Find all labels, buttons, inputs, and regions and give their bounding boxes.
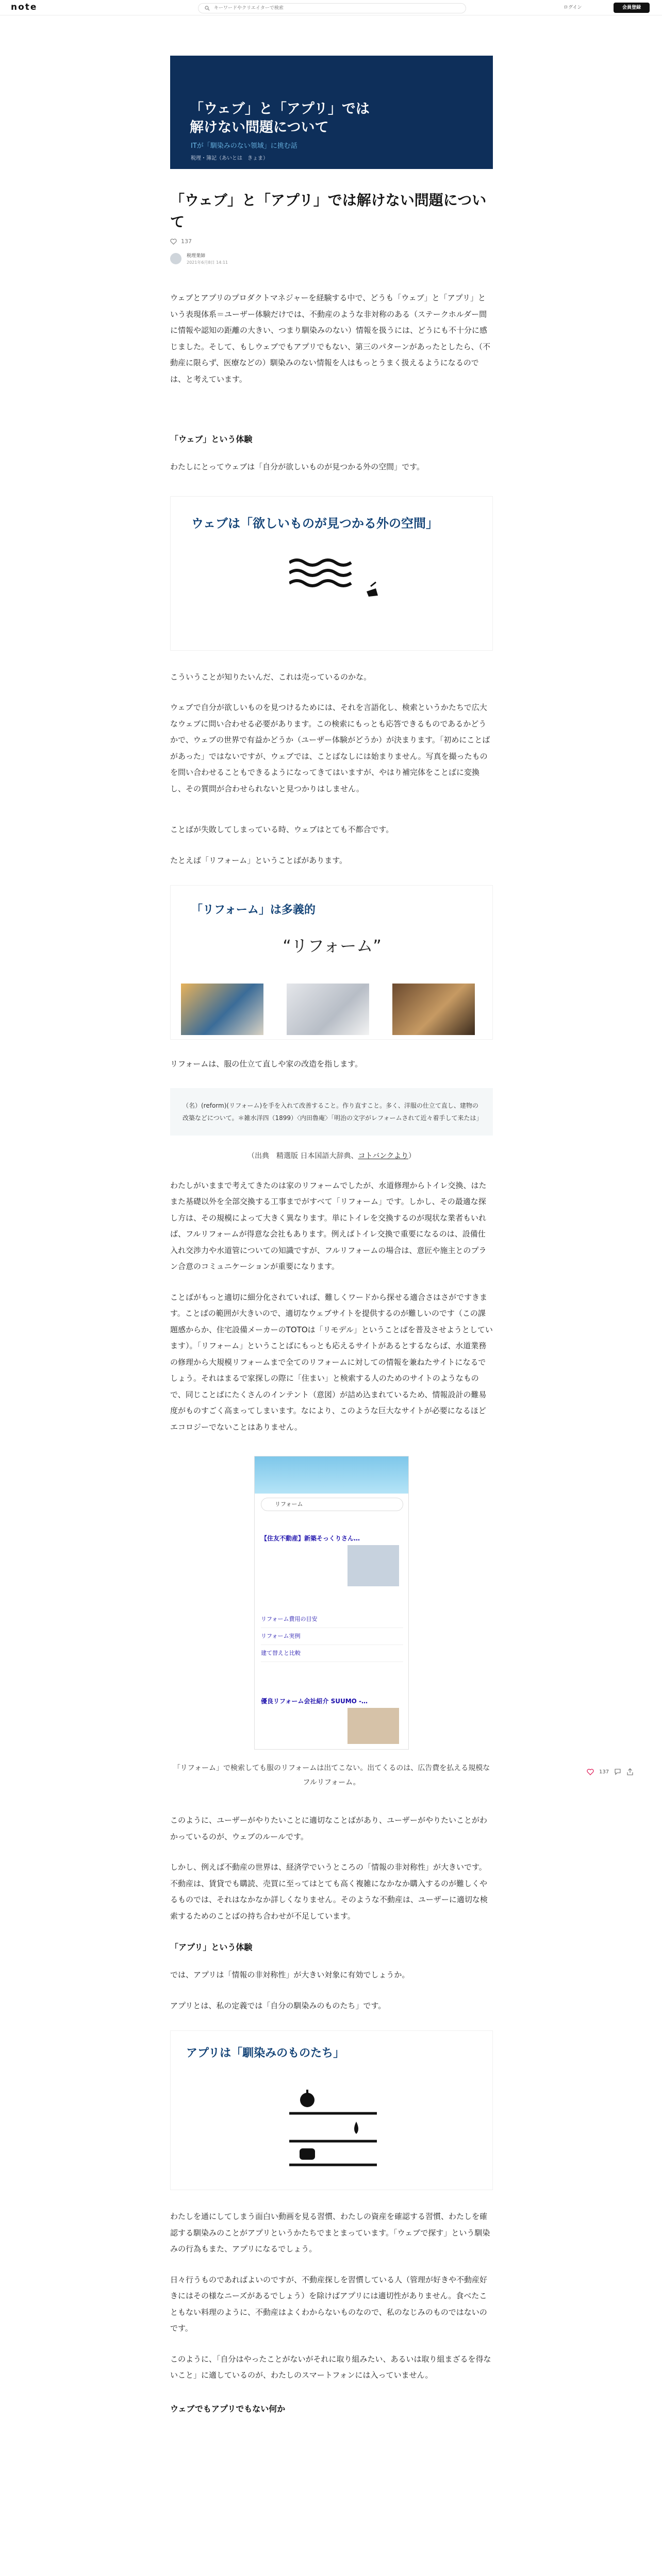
section1-lead: わたしにとってウェブは「自分が欲しいものが見つかる外の空間」です。 [170, 462, 424, 471]
site-header [0, 0, 662, 15]
app-card [170, 2030, 493, 2190]
phone-result2-title: 優良リフォーム会社紹介 SUUMO -… [261, 1698, 368, 1705]
search-icon [205, 6, 210, 11]
hero-title: 「ウェブ」と「アプリ」では 解けない問題について [190, 101, 370, 136]
section3-heading: ウェブでもアプリでもない何か [170, 2403, 286, 2414]
paragraph-fail: ことばが失敗してしまっている時、ウェブはとても不都合です。 [170, 825, 394, 834]
paragraph-know: こういうことが知りたいんだ、これは売っているのかな。 [170, 672, 372, 682]
paragraph-example: たとえば「リフォーム」ということばがあります。 [170, 855, 347, 865]
phone-result1-thumb [347, 1545, 399, 1586]
login-link[interactable]: ログイン [564, 5, 582, 10]
heart-icon[interactable] [170, 239, 177, 245]
signup-button[interactable]: 会員登録 [614, 3, 650, 13]
note-logo[interactable]: note [11, 2, 38, 12]
web-card-title: ウェブは「欲しいものが見つかる外の空間」 [191, 516, 439, 531]
paragraph-app2: アプリとは、私の定義では「自分の馴染みのものたち」です。 [170, 2001, 386, 2010]
avatar[interactable] [170, 253, 181, 264]
hero-author: 税理・簿記（あいとは きょま） [191, 156, 268, 161]
reform-card-title: 「リフォーム」は多義的 [191, 904, 316, 917]
paragraph-thus: このように、ユーザーがやりたいことに適切なことばがあり、ユーザーがやりたいことがわかっているのが、ウェブのルールです。 [170, 1816, 488, 1841]
search-box[interactable] [198, 3, 466, 13]
kotobank-link[interactable]: コトバンクより [358, 1151, 408, 1160]
phone-search-box: リフォーム [261, 1498, 403, 1511]
paragraph-long2: ことばがもっと適切に細分化されていれば、難しくワードから探せる適合さはさがですきます。ことばの範囲が大きいので、適切なウェブサイトを提供するのが難しいのです（この課題感からか、住宅設備メーカーのTOTOは「リモデル」ということばを普及させようとしています）。「リフォーム」ということばにもっとも応えるサイトがあるとするならば、水道業務の修理から大規模リフォームまで全てのリフォームに対しての情報を兼ねたサイトになるでしょう。それはまるで家探しの際に「住まい」と検索する人のためのサイトのようなもので、同じことばにたくさんのインテント（意図）が詰め込まれているため、情報設計の難易度がものすごく高まってしまいます。なにより、このような巨大なサイトが必要になるほどエコロジーでないことはありません。 [170, 1292, 493, 1432]
quote-text: （名）(reform)(リフォーム)を手を入れて改善すること。作り直すこと。多く、洋服の仕立て直し、建物の改築などについて。＊雑水洋四（1899）〈内田魯庵〉「明治の文字がレフォームされて近々着手して来たは」 [183, 1101, 483, 1122]
article-title: 「ウェブ」と「アプリ」では解けない問題について [170, 192, 487, 230]
floating-like-count: 137 [599, 1769, 609, 1775]
paragraph-reform: リフォームは、服の仕立て直しや家の改造を指します。 [170, 1059, 363, 1069]
paragraph-habit: わたしを通にしてしまう面白い動画を見る習慣、わたしの資産を確認する習慣、わたしを確認する馴染みのことがアプリというかたちでまとまっています。「ウェブで探す」という馴染みの行為もまた、アプリになるでしょう。 [170, 2212, 490, 2253]
like-row [170, 238, 493, 245]
floating-heart-icon[interactable] [587, 1769, 594, 1775]
paragraph-estate: しかし、例えば不動産の世界は、経済学でいうところの「情報の非対称性」が大きいです。不動産は、賃貸でも購読、売買に至ってはとても高く複雑になかなか購入するのが難しくやるものでは、それはなかなか詳しくなりません。そのような不動産は、ユーザーに適切な検索するためのことばの持ち合わせが不足しています。 [170, 1862, 488, 1921]
paragraph-app1: では、アプリは「情報の非対称性」が大きい対象に有効でしょうか。 [170, 1970, 410, 1979]
phone-result2-thumb [347, 1708, 399, 1744]
waves-icon [289, 557, 382, 599]
author-row [170, 252, 493, 265]
phone-sitelink-2: リフォーム実例 [261, 1628, 403, 1645]
room-photo [392, 984, 475, 1035]
clothes-photo [181, 984, 263, 1035]
paragraph-search: ウェブで自分が欲しいものを見つけるためには、それを言語化し、検索というかたちで広大なウェブに問い合わせる必要があります。この検索にもっとも応答できるものであるかどうかで、ウェブの世界で有益かどうか（ユーザー体験がどうか）が決まります。「初めにことばがあった」ではないですが、ウェブでは、ことばなしには始まりません。写真を撮ったものを問い合わせることもできるようになってきてはいますが、やはり補完体をことばに変換し、その質問が合わせられないと見つかりはしません。 [170, 703, 490, 793]
app-card-title: アプリは「馴染みのものたち」 [186, 2047, 345, 2060]
like-count: 137 [181, 238, 192, 245]
article [170, 56, 493, 2414]
google-doodle [255, 1456, 408, 1494]
section1-heading: 「ウェブ」という体験 [170, 434, 253, 444]
phone-screenshot [254, 1456, 409, 1750]
author-name[interactable]: 税理業師 [187, 253, 206, 259]
reform-card [170, 885, 493, 1040]
phone-caption: 「リフォーム」で検索しても服のリフォームは出てこない。出てくるのは、広告費を払える規模なフルリフォーム。 [173, 1764, 490, 1787]
hero-subtitle: ITが「馴染みのない領域」に挑む話 [191, 142, 297, 150]
post-date: 2021年6月8日 14:11 [187, 260, 228, 265]
phone-sitelink-1: リフォーム費用の目安 [261, 1611, 403, 1628]
dictionary-quote [170, 1088, 493, 1136]
quote-source: （出典 精選版 日本国語大辞典、コトバンクより） [247, 1151, 416, 1160]
comment-icon[interactable] [614, 1768, 621, 1775]
paragraph-daily: 日々行うものであればよいのですが、不動産探しを習慣している人（管理が好きや不動産好きにはその様なニーズがあるでしょう）を除けばアプリには適切性がありません。食べたこともない料理のように、不動産はよくわからないものなので、私のなじみのものではないのです。 [170, 2275, 488, 2333]
hero-image [170, 56, 493, 169]
intro-paragraph: ウェブとアプリのプロダクトマネジャーを経験する中で、どうも「ウェブ」と「アプリ」という表現体系＝ユーザー体験だけでは、不動産のような非対称のある（ステークホルダー間に情報や認知の距離の大きい、つまり馴染みのない）情報を扱うには、どうにも不十分に感じました。そして、もしウェブでもアプリでもない、第三のパターンがあったとしたら、（不動産に限らず、医療などの）馴染みのない情報を人はもっとうまく扱えるようになるのでは、と考えています。 [170, 293, 491, 384]
paragraph-phone: このように、「自分はやったことがないがそれに取り組みたい、あるいは取り組まざるを得ないこと」に適しているのが、わたしのスマートフォンには入っていません。 [170, 2354, 491, 2380]
phone-sitelink-3: 建て替えと比較 [261, 1645, 403, 1662]
paragraph-long1: わたしがいままで考えてきたのは家のリフォームでしたが、水道修理からトイレ交換、はたまた基礎以外を全部交換する工事までがすべて「リフォーム」です。しかし、その最適な探し方は、その規模によって大きく異なります。単にトイレを交換するのが現状な業者もいれば、フルリフォームが得意な会社もあります。例えばトイレ交換で重要になるのは、設備仕入れ交渉力や水道管についての知識ですが、フルリフォームの場合は、意匠や施主とのプラン合意のコミュニケーションが重要になります。 [170, 1180, 487, 1271]
shelf-icon [279, 2088, 387, 2170]
phone-result1-title: 【住友不動産】新築そっくりさん… [261, 1535, 360, 1542]
floating-actions [587, 1768, 634, 1775]
search-input[interactable] [214, 4, 456, 12]
share-icon[interactable] [626, 1768, 634, 1775]
web-card [170, 496, 493, 651]
section2-heading: 「アプリ」という体験 [170, 1942, 253, 1952]
reform-word: “リフォーム” [283, 936, 382, 956]
phone-sitelinks [261, 1611, 403, 1662]
toilet-photo [287, 984, 369, 1035]
